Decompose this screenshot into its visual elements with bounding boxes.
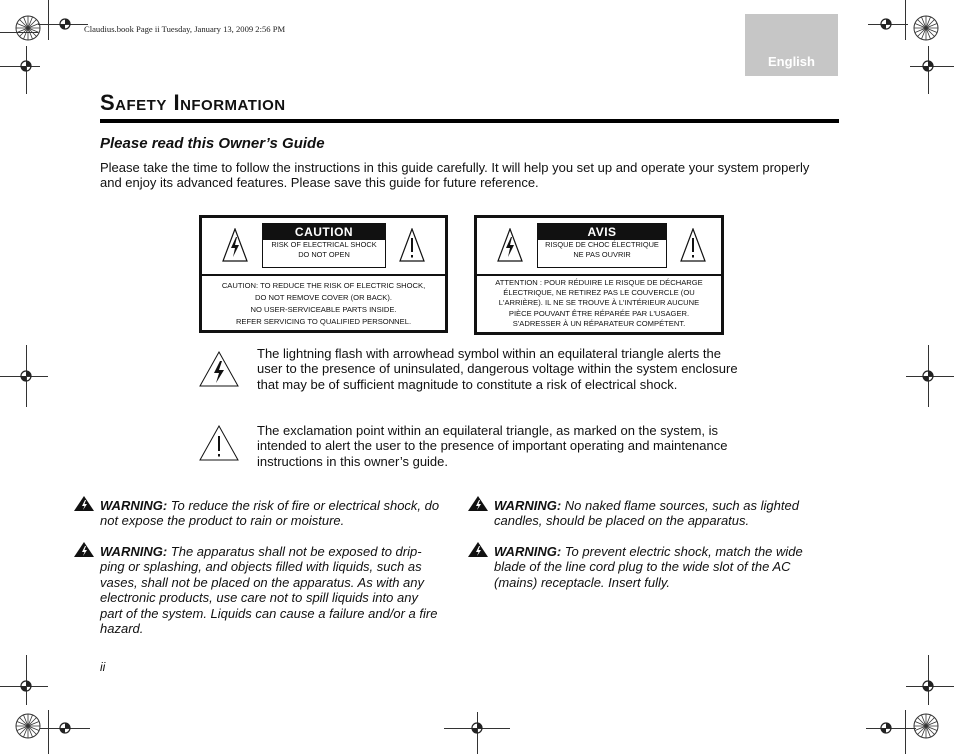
avis-body-line: S'ADRESSER À UN RÉPARATEUR COMPÉTENT.	[512, 318, 686, 328]
caution-body-line: NO USER-SERVICEABLE PARTS INSIDE.	[250, 305, 397, 314]
registration-star-icon	[14, 14, 42, 42]
avis-body	[477, 278, 721, 329]
caution-label-top	[202, 218, 445, 276]
registration-crosshair-icon	[920, 368, 936, 384]
language-tab-label: English	[768, 54, 815, 69]
registration-crosshair-icon	[469, 720, 485, 736]
crop-mark	[905, 710, 906, 754]
registration-star-icon	[912, 712, 940, 740]
caution-body-line: REFER SERVICING TO QUALIFIED PERSONNEL.	[235, 317, 412, 326]
exclamation-triangle-icon	[399, 228, 425, 262]
caution-badge	[262, 223, 386, 268]
avis-badge	[537, 223, 667, 268]
registration-crosshair-icon	[18, 58, 34, 74]
warning-item	[494, 498, 834, 529]
avis-label	[474, 215, 724, 335]
avis-body-line: ATTENTION : POUR RÉDUIRE LE RISQUE DE DÉCHARGE	[495, 278, 703, 287]
caution-line-1: RISK OF ELECTRICAL SHOCK	[271, 240, 377, 249]
exclamation-symbol-description: The exclamation point within an equilateral triangle, as marked on the system, is intended to alert the user to the presence of important operating and maintenance instructions in this owner’s guide.	[257, 423, 728, 469]
crop-mark	[48, 710, 49, 754]
page-number: ii	[100, 660, 106, 674]
section-subheading: Please read this Owner’s Guide	[100, 135, 325, 152]
warning-label: WARNING:	[100, 544, 168, 559]
intro-paragraph: Please take the time to follow the instructions in this guide carefully. It will help you set up and operate your system properly and enjoy its advanced features. Please save this guide for future reference.	[100, 160, 810, 191]
language-tab	[745, 14, 838, 76]
caution-body	[202, 280, 445, 328]
registration-star-icon	[14, 712, 42, 740]
caution-label	[199, 215, 448, 333]
avis-body-line: ÉLECTRIQUE, NE RETIREZ PAS LE COUVERCLE (OU	[503, 288, 695, 298]
title-rule	[100, 119, 839, 123]
exclamation-triangle-icon	[680, 228, 706, 262]
crop-mark	[48, 0, 49, 40]
caution-line-2: DO NOT OPEN	[298, 250, 350, 259]
avis-label-top	[477, 218, 721, 276]
print-header: Claudius.book Page ii Tuesday, January 13, 2009 2:56 PM	[84, 24, 286, 34]
avis-heading: AVIS	[538, 224, 666, 240]
warning-item	[494, 544, 834, 590]
warning-label: WARNING:	[100, 498, 168, 513]
warning-item	[100, 544, 442, 636]
registration-crosshair-icon	[57, 720, 73, 736]
registration-crosshair-icon	[920, 678, 936, 694]
lightning-triangle-icon	[222, 228, 248, 262]
registration-crosshair-icon	[878, 720, 894, 736]
warning-text: To reduce the risk of fire or electrical shock, do not expose the product to rain or moisture.	[100, 498, 440, 529]
lightning-triangle-icon	[199, 351, 239, 387]
warning-text: The apparatus shall not be exposed to drip-ping or splashing, and objects filled with liquids, such as vases, shall not be placed on the apparatus. As with any electronic products, use care not to spill liquids into any part of the system. Liquids can cause a failure and/or a fire hazard.	[100, 544, 438, 637]
caution-body-line: DO NOT REMOVE COVER (OR BACK).	[255, 293, 392, 302]
warning-text: To prevent electric shock, match the wide blade of the line cord plug to the wide slot of the AC (mains) receptacle. Insert fully.	[494, 544, 803, 590]
avis-line-1: RISQUE DE CHOC ÉLECTRIQUE	[545, 240, 659, 249]
registration-crosshair-icon	[878, 16, 894, 32]
registration-crosshair-icon	[18, 678, 34, 694]
warning-label: WARNING:	[494, 498, 562, 513]
warning-triangle-icon	[467, 495, 489, 512]
page-title: Safety Information	[100, 90, 286, 115]
registration-crosshair-icon	[18, 368, 34, 384]
avis-body-line: L'ARRIÈRE). IL NE SE TROUVE À L'INTÉRIEUR AUCUNE	[498, 298, 700, 308]
warning-triangle-icon	[467, 541, 489, 558]
caution-heading: CAUTION	[263, 224, 385, 240]
avis-body-line: PIÈCE POUVANT ÊTRE RÉPARÉE PAR L'USAGER.	[508, 308, 690, 318]
registration-star-icon	[912, 14, 940, 42]
registration-crosshair-icon	[920, 58, 936, 74]
warning-text: No naked flame sources, such as lighted candles, should be placed on the apparatus.	[494, 498, 799, 529]
avis-line-2: NE PAS OUVRIR	[573, 250, 631, 259]
warning-triangle-icon	[73, 541, 95, 558]
exclamation-triangle-icon	[199, 425, 239, 461]
registration-crosshair-icon	[57, 16, 73, 32]
lightning-symbol-description: The lightning flash with arrowhead symbol within an equilateral triangle alerts the user to the presence of uninsulated, dangerous voltage within the system enclosure that may be of sufficient magnitude to constitute a risk of electrical shock.	[257, 346, 738, 392]
warning-label: WARNING:	[494, 544, 562, 559]
lightning-triangle-icon	[497, 228, 523, 262]
crop-mark	[905, 0, 906, 40]
warning-triangle-icon	[73, 495, 95, 512]
warning-item	[100, 498, 440, 529]
caution-body-line: CAUTION: TO REDUCE THE RISK OF ELECTRIC SHOCK,	[221, 281, 426, 290]
